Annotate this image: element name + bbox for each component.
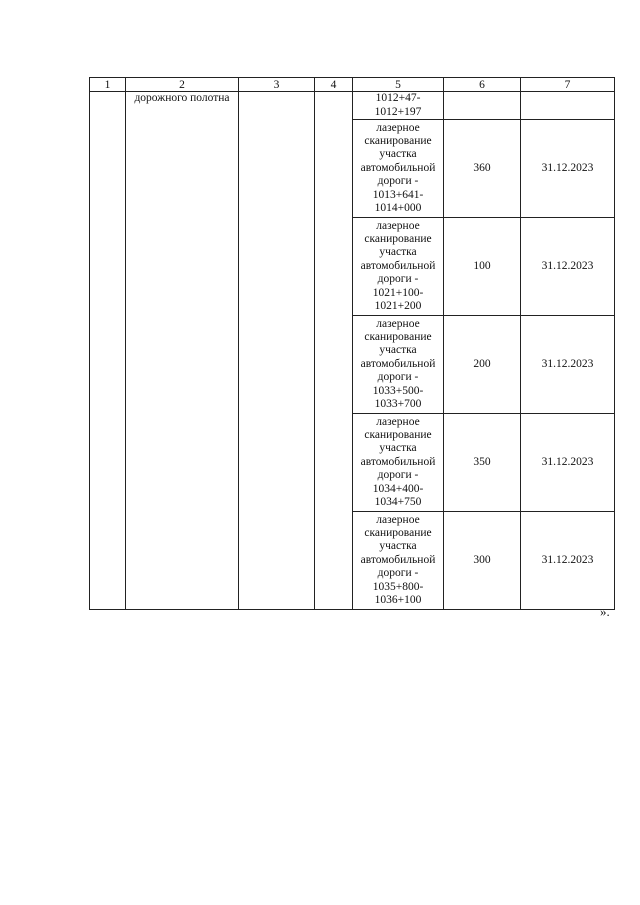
header-col-1: 1 [90,78,126,92]
date-cell: 31.12.2023 [521,414,615,512]
col-4-cell [315,92,353,610]
date-cell: 31.12.2023 [521,120,615,218]
value-cell: 200 [444,316,521,414]
col-3-cell [239,92,315,610]
header-col-6: 6 [444,78,521,92]
header-row [90,78,615,92]
description-cell: лазерное сканирование участка автомобильной дороги - 1013+641-1014+000 [353,120,444,218]
header-col-2: 2 [126,78,239,92]
value-cell: 360 [444,120,521,218]
description-cell: лазерное сканирование участка автомобильной дороги - 1021+100-1021+200 [353,218,444,316]
value-cell: 350 [444,414,521,512]
header-col-3: 3 [239,78,315,92]
document-table [89,77,615,610]
section-cell: 1012+47-1012+197 [353,92,444,120]
description-cell: лазерное сканирование участка автомобильной дороги - 1033+500-1033+700 [353,316,444,414]
date-cell: 31.12.2023 [521,316,615,414]
date-cell: 31.12.2023 [521,512,615,610]
header-col-5: 5 [353,78,444,92]
value-cell: 100 [444,218,521,316]
header-col-4: 4 [315,78,353,92]
value-cell: 300 [444,512,521,610]
header-col-7: 7 [521,78,615,92]
closing-quote-mark: ». [600,604,610,619]
table-row [90,92,615,120]
date-cell: 31.12.2023 [521,218,615,316]
col-2-cell: дорожного полотна [126,92,239,610]
description-cell: лазерное сканирование участка автомобильной дороги - 1034+400-1034+750 [353,414,444,512]
col-1-cell [90,92,126,610]
description-cell: лазерное сканирование участка автомобильной дороги - 1035+800-1036+100 [353,512,444,610]
date-cell [521,92,615,120]
value-cell [444,92,521,120]
